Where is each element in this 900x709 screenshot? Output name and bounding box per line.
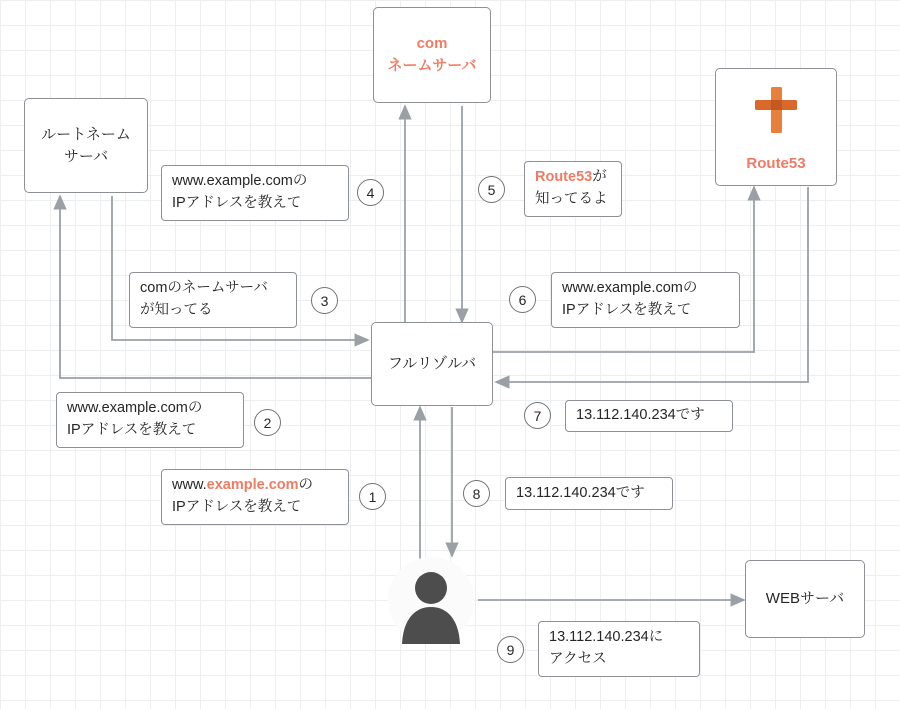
node-route53[interactable] (715, 68, 837, 186)
node-root-nameserver-line1: ルートネーム (41, 125, 131, 143)
message-4-line2: IPアドレスを教えて (172, 195, 302, 211)
message-label-5 (524, 161, 622, 217)
message-3-line1: comのネームサーバ (140, 280, 268, 297)
step-number-8: 8 (463, 480, 490, 507)
node-root-nameserver-line2: サーバ (63, 147, 109, 165)
message-9-line2: アクセス (549, 651, 607, 667)
node-web-server[interactable] (745, 560, 865, 638)
node-com-nameserver-line1: com (416, 35, 448, 53)
node-web-server-label: WEBサーバ (765, 590, 845, 608)
node-full-resolver[interactable] (371, 322, 493, 406)
step-number-2: 2 (254, 409, 281, 436)
message-label-7 (565, 400, 733, 432)
step-number-4: 4 (357, 179, 384, 206)
node-full-resolver-label: フルリゾルバ (387, 355, 477, 373)
message-label-9 (538, 621, 700, 677)
message-7-line1: 13.112.140.234です (576, 407, 705, 424)
step-number-3: 3 (311, 287, 338, 314)
step-number-7: 7 (524, 402, 551, 429)
message-2-line1: www.example.comの (67, 400, 203, 417)
step-number-5: 5 (478, 176, 505, 203)
step-number-1: 1 (359, 483, 386, 510)
step-number-6: 6 (509, 286, 536, 313)
message-3-line2: が知ってる (140, 302, 213, 318)
node-route53-label: Route53 (746, 155, 806, 173)
message-label-3 (129, 272, 297, 328)
message-1-line1: www.example.comの (172, 477, 314, 494)
message-6-line2: IPアドレスを教えて (562, 302, 692, 318)
message-4-line1: www.example.comの (172, 173, 308, 190)
message-label-4 (161, 165, 349, 221)
message-5-line2: 知ってるよ (535, 191, 608, 207)
message-5-line1: Route53が (535, 169, 607, 186)
message-label-6 (551, 272, 740, 328)
step-number-9: 9 (497, 636, 524, 663)
message-8-line1: 13.112.140.234です (516, 484, 645, 501)
message-label-1 (161, 469, 349, 525)
message-2-line2: IPアドレスを教えて (67, 422, 197, 438)
node-com-nameserver-line2: ネームサーバ (387, 57, 477, 74)
message-6-line1: www.example.comの (562, 280, 698, 297)
node-root-nameserver[interactable] (24, 98, 148, 193)
message-label-8 (505, 477, 673, 510)
route53-service-icon (749, 83, 803, 137)
node-com-nameserver[interactable] (373, 7, 491, 103)
user-avatar-icon[interactable] (388, 556, 474, 644)
message-label-2 (56, 392, 244, 448)
message-9-line1: 13.112.140.234に (549, 629, 664, 646)
message-1-line2: IPアドレスを教えて (172, 499, 302, 515)
